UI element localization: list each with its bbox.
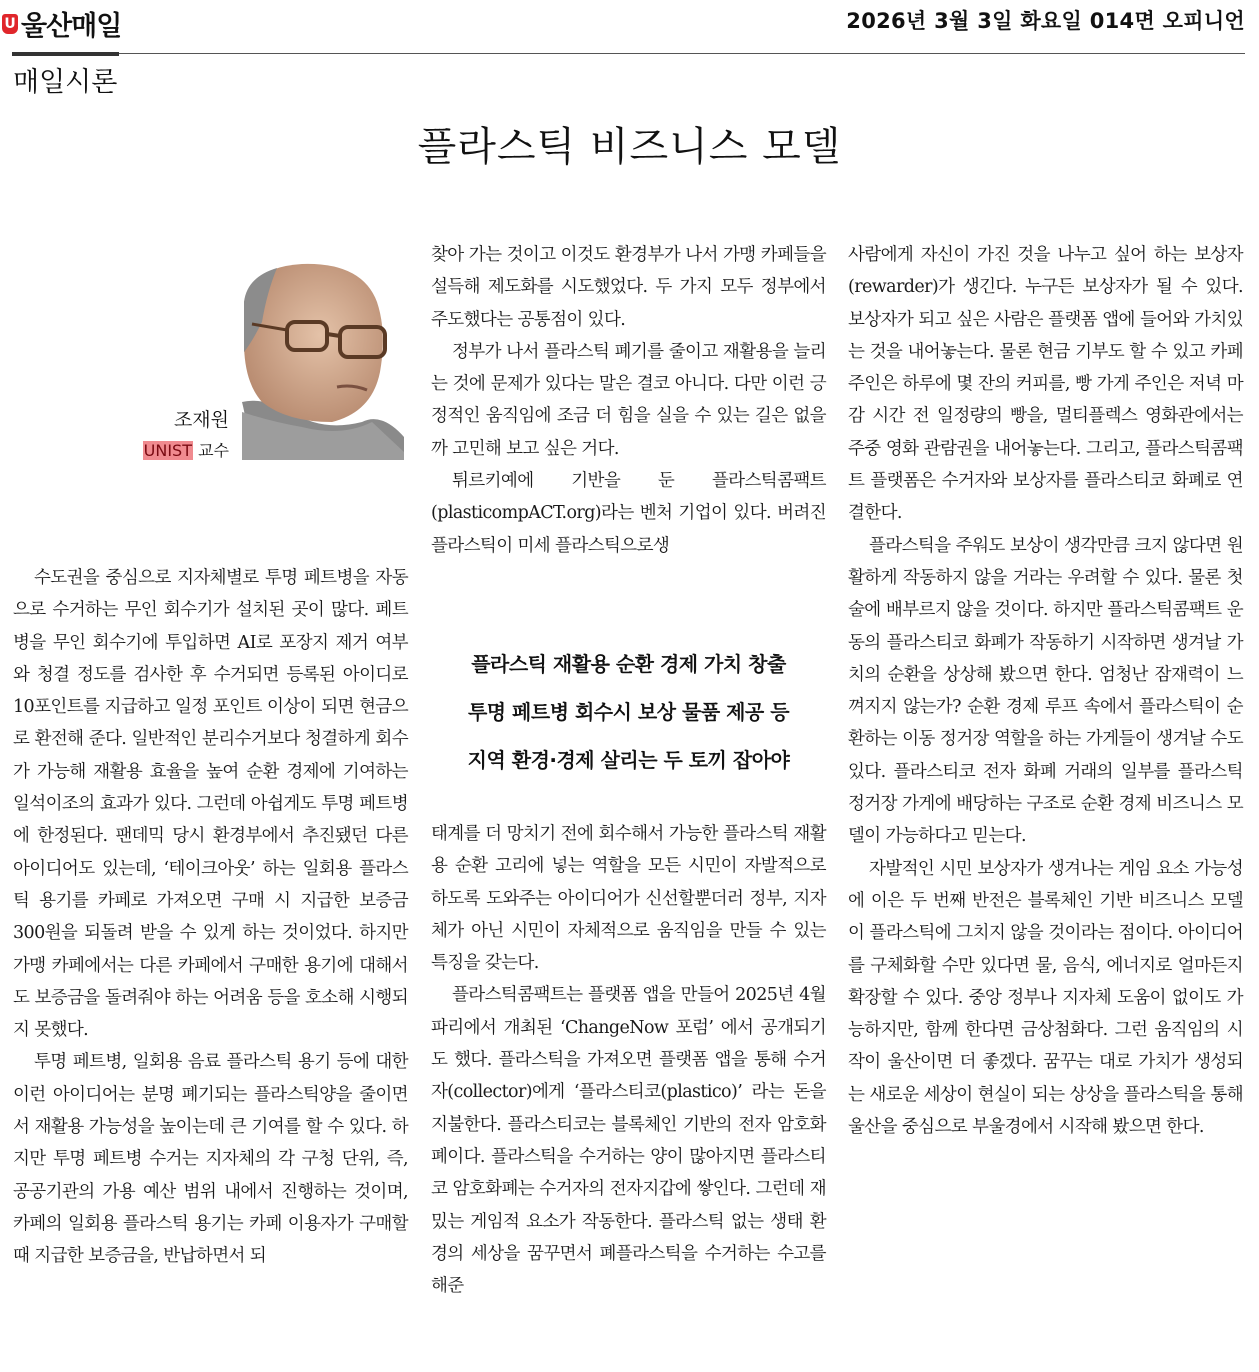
dateline: 2026년 3월 3일 화요일 014면 오피니언: [846, 9, 1245, 33]
subheadline-box: [431, 640, 826, 784]
headline: 플라스틱 비즈니스 모델: [417, 124, 842, 170]
affiliation-highlight: UNIST: [143, 441, 192, 460]
paragraph: 찾아 가는 것이고 이것도 환경부가 나서 가맹 카페들을 설득해 제도화를 시도했었다. 두 가지 모두 정부에서 주도했다는 공통점이 있다.: [431, 245, 826, 330]
affiliation-title: 교수: [198, 441, 229, 460]
logo-text: 울산매일: [21, 11, 122, 42]
paragraph: 튀르키예에 기반을 둔 플라스틱콤팩트 (plasticompACT.org)라는 벤처 기업이 있다. 버려진 플라스틱이 미세 플라스틱으로생: [431, 471, 826, 556]
header-divider: [12, 53, 1245, 54]
paragraph: 수도권을 중심으로 지자체별로 투명 페트병을 자동으로 수거하는 무인 회수기가 설치된 곳이 많다. 페트병을 무인 회수기에 투입하면 AI로 포장지 제거 여부와 청결 정도를 검사한 후 수거되면 등록된 아이디로 10포인트를 지급하고 일정 포인트 이상이 되면 현금으로 환전해 준다. 일반적인 분리수거보다 청결하게 회수가 가능해 재활용 효율을 높여 순환 경제에 기여하는 일석이조의 효과가 있다. 그런데 아쉽게도 투명 페트병에 한정된다. 팬데믹 당시 환경부에서 추진됐던 다른 아이디어도 있는데, ‘테이크아웃’ 하는 일회용 플라스틱 용기를 카페로 가져오면 구매 시 지급한 보증금 300원을 되돌려 받을 수 있게 하는 것이었다. 하지만 가맹 카페에서는 다른 카페에서 구매한 용기에 대해서도 보증금을 돌려줘야 하는 어려움 등을 호소해 시행되지 못했다.: [13, 568, 408, 1041]
paragraph: 사람에게 자신이 가진 것을 나누고 싶어 하는 보상자(rewarder)가 생긴다. 누구든 보상자가 될 수 있다. 보상자가 되고 싶은 사람은 플랫폼 앱에 들어와 가치있는 것을 내어놓는다. 물론 현금 기부도 할 수 있고 카페 주인은 하루에 몇 잔의 커피를, 빵 가게 주인은 저녁 마감 시간 전 일정량의 빵을, 멀티플렉스 영화관에서는 주중 영화 관람권을 내어놓는다. 그리고, 플라스틱콤팩트 플랫폼은 수거자와 보상자를 플라스티코 화폐로 연결한다.: [848, 245, 1243, 524]
subheadline: 지역 환경·경제 살리는 두 토끼 잡아야: [467, 748, 790, 772]
newspaper-logo: [2, 4, 121, 43]
paragraph: 투명 페트병, 일회용 음료 플라스틱 용기 등에 대한 이런 아이디어는 분명 폐기되는 플라스틱양을 줄이면서 재활용 가능성을 높이는데 큰 기여를 할 수 있다. 하지만 투명 페트병 수거는 지자체의 각 구청 단위, 즉, 공공기관의 가용 예산 범위 내에서 진행하는 것이며, 카페의 일회용 플라스틱 용기는 카페 이용자가 구매할 때 지급한 보증금을, 반납하면서 되: [13, 1052, 408, 1267]
article-column-3: [848, 239, 1243, 1143]
section-label: 매일시론: [13, 67, 118, 98]
article-column-2-bottom: [431, 818, 826, 1302]
author-photo: [242, 262, 404, 460]
paragraph: 플라스틱콤팩트는 플랫폼 앱을 만들어 2025년 4월 파리에서 개최된 ‘ChangeNow 포럼’ 에서 공개되기도 했다. 플라스틱을 가져오면 플랫폼 앱을 통해 수거자(collector)에게 ‘플라스티코(plastico)’ 라는 돈을 지불한다. 플라스티코는 블록체인 기반의 전자 암호화폐이다. 플라스틱을 수거하는 양이 많아지면 플라스티코 암호화폐는 수거자의 전자지갑에 쌓인다. 그런데 재밌는 게임적 요소가 작동한다. 플라스틱 없는 생태 환경의 세상을 꿈꾸면서 폐플라스틱을 수거하는 수고를 해준: [431, 985, 826, 1297]
article-column-1: [13, 562, 408, 1273]
author-affiliation: [143, 438, 229, 461]
paragraph: 태계를 더 망치기 전에 회수해서 가능한 플라스틱 재활용 순환 고리에 넣는 역할을 모든 시민이 자발적으로 하도록 도와주는 아이디어가 신선할뿐더러 정부, 지자체가 아닌 시민이 자체적으로 움직임을 만들 수 있는 특징을 갖는다.: [431, 824, 826, 974]
article-column-2-top: [431, 239, 826, 562]
paragraph: 정부가 나서 플라스틱 폐기를 줄이고 재활용을 늘리는 것에 문제가 있다는 말은 결코 아니다. 다만 이런 긍정적인 움직임에 조금 더 힘을 실을 수 있는 길은 없을까 고민해 보고 싶은 거다.: [431, 341, 826, 459]
paragraph: 플라스틱을 주워도 보상이 생각만큼 크지 않다면 원활하게 작동하지 않을 거라는 우려할 수 있다. 물론 첫술에 배부르지 않을 것이다. 하지만 플라스틱콤팩트 운동의 플라스티코 화폐가 작동하기 시작하면 생겨날 가치의 순환을 상상해 봤으면 한다. 엄청난 잠재력이 느껴지지 않는가? 순환 경제 루프 속에서 플라스틱이 순환하는 이동 정거장 역할을 하는 가게들이 생겨날 수도 있다. 플라스티코 전자 화폐 거래의 일부를 플라스틱 정거장 가게에 배당하는 구조로 순환 경제 비즈니스 모델이 가능하다고 믿는다.: [848, 535, 1243, 847]
author-name: 조재원: [173, 409, 229, 431]
section-accent-bar: [12, 52, 119, 56]
paragraph: 자발적인 시민 보상자가 생겨나는 게임 요소 가능성에 이은 두 번째 반전은 블록체인 기반 비즈니스 모델이 플라스틱에 그치지 않을 것이라는 점이다. 아이디어를 구체화할 수만 있다면 물, 음식, 에너지로 얼마든지 확장할 수 있다. 중앙 정부나 지자체 도움이 없이도 가능하지만, 함께 한다면 금상첨화다. 그런 움직임의 시작이 울산이면 더 좋겠다. 꿈꾸는 대로 가치가 생성되는 새로운 세상이 현실이 되는 상상을 플라스틱을 통해 울산을 중심으로 부울경에서 시작해 봤으면 한다.: [848, 858, 1243, 1138]
subheadline: 투명 페트병 회수시 보상 물품 제공 등: [467, 700, 790, 724]
subheadline: 플라스틱 재활용 순환 경제 가치 창출: [471, 652, 786, 676]
logo-mark-icon: U: [2, 14, 18, 34]
